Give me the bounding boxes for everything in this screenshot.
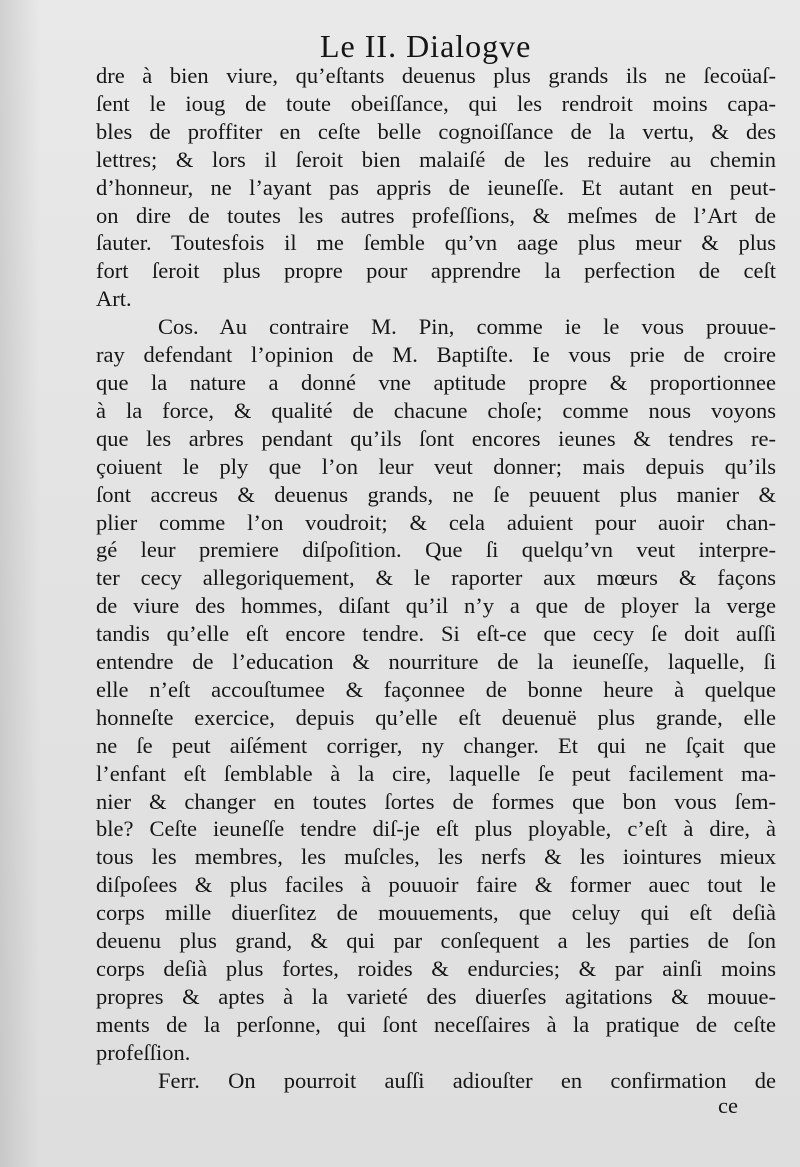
text-line: d’honneur, ne l’ayant pas appris de ieuneſſe. Et autant en peut-	[96, 174, 776, 200]
text-line: à la force, & qualité de chacune choſe; comme nous voyons	[96, 397, 776, 423]
text-line: l’enfant eſt ſemblable à la cire, laquelle ſe peut facilement ma-	[96, 760, 776, 786]
text-line: lettres; & lors il ſeroit bien malaiſé de les reduire au chemin	[96, 146, 776, 172]
text-line: propres & aptes à la varieté des diuerſes agitations & mouue-	[96, 983, 776, 1009]
text-line: deuenu plus grand, & qui par conſequent a les parties de ſon	[96, 928, 776, 954]
page-gutter-shadow	[0, 0, 40, 1167]
text-line: ſent le ioug de toute obeiſſance, qui les rendroit moins capa-	[96, 90, 776, 116]
text-line: tous les membres, les muſcles, les nerfs & les iointures mieux	[96, 844, 776, 870]
text-line: que la nature a donné vne aptitude propre & proportionnee	[96, 369, 776, 395]
text-line: fort ſeroit plus propre pour apprendre la perfection de ceſt	[96, 258, 776, 284]
catchword: ce	[718, 1093, 738, 1118]
text-line: tandis qu’elle eſt encore tendre. Si eſt-ce que cecy ſe doit auſſi	[96, 621, 776, 647]
text-line: honneſte exercice, depuis qu’elle eſt deuenuë plus grande, elle	[96, 704, 776, 730]
text-line: de viure des hommes, diſant qu’il n’y a que de ployer la verge	[96, 593, 776, 619]
text-line: ments de la perſonne, qui ſont neceſſaires à la pratique de ceſte	[96, 1011, 776, 1037]
text-block	[96, 62, 776, 1095]
text-line: ter cecy allegoriquement, & le raporter aux mœurs & façons	[96, 565, 776, 591]
text-line: Cos. Au contraire M. Pin, comme ie le vous prouue-	[158, 314, 776, 340]
text-line: ble? Ceſte ieuneſſe tendre diſ-je eſt plus ployable, c’eſt à dire, à	[96, 816, 776, 842]
text-line: Art.	[96, 286, 132, 312]
text-line: dre à bien viure, qu’eſtants deuenus plus grands ils ne ſecoüaſ-	[96, 63, 776, 88]
text-line: çoiuent le ply que l’on leur veut donner; mais depuis qu’ils	[96, 453, 776, 479]
text-line: que les arbres pendant qu’ils ſont encores ieunes & tendres re-	[96, 425, 776, 451]
text-line: corps mille diuerſitez de mouuements, que celuy qui eſt deſià	[96, 900, 776, 926]
text-line: ne ſe peut aiſément corriger, ny changer. Et qui ne ſçait que	[96, 732, 776, 758]
text-line: diſpoſees & plus faciles à pouuoir faire & former auec tout le	[96, 872, 776, 898]
text-line: Ferr. On pourroit auſſi adiouſter en confirmation de	[158, 1067, 776, 1093]
text-line: on dire de toutes les autres profeſſions, & meſmes de l’Art de	[96, 202, 776, 228]
text-line: bles de proffiter en ceſte belle cognoiſſance de la vertu, & des	[96, 118, 776, 144]
text-line: corps deſià plus fortes, roides & endurcies; & par ainſi moins	[96, 956, 776, 981]
text-line: elle n’eſt accouſtumee & façonnee de bonne heure à quelque	[96, 676, 776, 702]
text-line: ray defendant l’opinion de M. Baptiſte. Ie vous prie de croire	[96, 342, 776, 368]
running-header: Le II. Dialogve	[320, 28, 532, 64]
text-line: nier & changer en toutes ſortes de formes que bon vous ſem-	[96, 788, 776, 814]
text-line: plier comme l’on voudroit; & cela aduient pour auoir chan-	[96, 509, 776, 535]
text-line: profeſſion.	[96, 1039, 191, 1065]
text-line: gé leur premiere diſpoſition. Que ſi quelqu’vn veut interpre-	[96, 537, 776, 563]
text-line: ſont accreus & deuenus grands, ne ſe peuuent plus manier &	[96, 481, 776, 507]
text-line: ſauter. Toutesfois il me ſemble qu’vn aage plus meur & plus	[96, 230, 776, 256]
text-line: entendre de l’education & nourriture de la ieuneſſe, laquelle, ſi	[96, 649, 776, 675]
